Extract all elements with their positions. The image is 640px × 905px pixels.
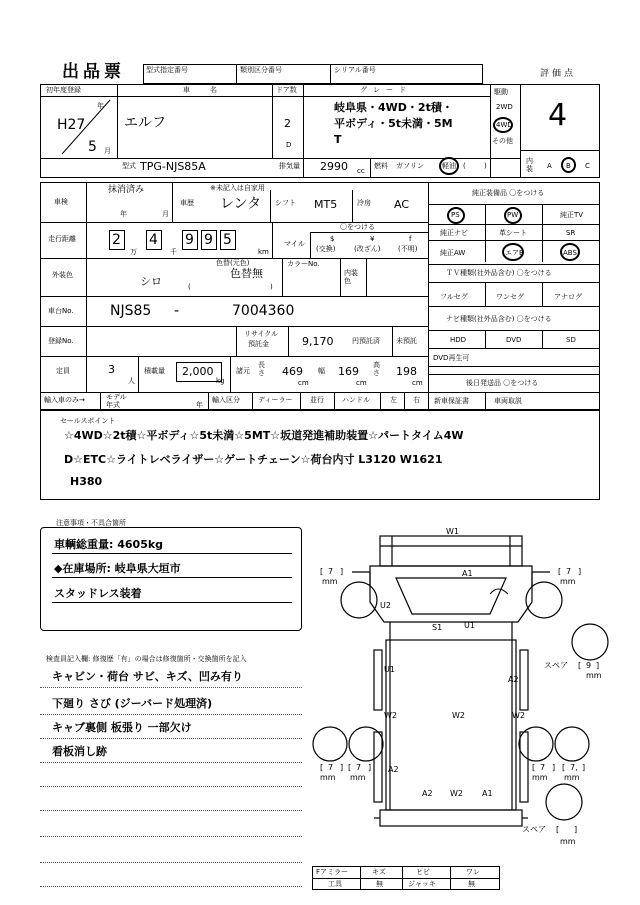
import-dealer: ディーラー (258, 396, 293, 404)
tire-rl1: 7 (328, 763, 334, 772)
svg-text:[: [ (556, 825, 560, 834)
diag-u2: U2 (380, 601, 391, 610)
length-unit: cm (298, 379, 309, 387)
length-label: 長さ (258, 361, 265, 377)
chassis-label: 車台No. (48, 307, 74, 315)
model-value: TPG-NJS85A (140, 160, 206, 173)
tire-rr1-mm: mm (532, 773, 548, 782)
inspection-label: 車検 (54, 198, 68, 206)
dims-label: 諸元 (236, 367, 250, 375)
model-label: 型式 (122, 162, 136, 170)
exterior-color-label: 外装色 (52, 271, 73, 279)
legend-f-amiraa: Fアミラー (316, 868, 349, 876)
notes-line-3: スタッドレス装着 (54, 587, 142, 600)
inspector-line-1: キャビン・荷台 サビ、キズ、凹み有り (52, 670, 243, 683)
diag-w2-center: W2 (452, 711, 465, 720)
opt-tv: 純正TV (560, 211, 584, 219)
color-no-label: カラーNo. (287, 260, 320, 268)
mileage-man: 万 (130, 248, 137, 256)
mileage-sen: 千 (170, 248, 177, 256)
fuel-diesel: 軽油 (442, 162, 456, 170)
tire-fr: 7 (566, 567, 572, 576)
tire-rr2-mm: mm (564, 773, 580, 782)
mile-opt1-mark: $ (330, 235, 335, 243)
inspector-label: 検査員記入欄: 修復歴「有」の場合は修復箇所・交換箇所を記入 (46, 655, 247, 663)
recycle-value: 9,170 (302, 335, 334, 348)
drive-other: その他 (492, 137, 513, 145)
diag-a2-left: A2 (388, 765, 399, 774)
width-value: 169 (338, 365, 359, 378)
diag-a2-bottom: A2 (422, 789, 433, 798)
load-value: 2,000 (182, 365, 214, 378)
spare-label-1: スペア (544, 661, 568, 670)
tire-rl2-mm: mm (350, 773, 366, 782)
drive-2wd: 2WD (496, 103, 513, 111)
inspector-line-2: 下廻り さび (ジーバード処理済) (52, 697, 213, 710)
diag-w1: W1 (446, 527, 459, 536)
first-reg-label: 初年度登録 (46, 86, 81, 94)
category-label: 類別区分番号 (240, 66, 282, 74)
exterior-color-value: シロ (140, 275, 162, 288)
grade-line-2: 平ボディ・5t未満・5M (334, 117, 453, 130)
recycle-label-1: リサイクル (244, 330, 279, 338)
sales-points-label: セールスポイント (60, 417, 116, 425)
height-unit: cm (412, 379, 423, 387)
diag-a1-top: A1 (462, 569, 473, 578)
tire-fl: 7 (328, 567, 334, 576)
sales-point-line-3: H380 (70, 475, 103, 488)
mileage-digit-1: 2 (112, 232, 121, 248)
legend-hibi: ヒビ (416, 868, 430, 876)
reg-label: 登録No. (48, 337, 74, 345)
svg-text:]: ] (596, 661, 600, 670)
spare-1: 9 (586, 661, 592, 670)
model-cert-label: 型式指定番号 (146, 66, 188, 74)
svg-text:[: [ (348, 763, 352, 772)
warranty-label: 新車保証書 (434, 397, 469, 405)
svg-text:]: ] (552, 763, 556, 772)
svg-text:]: ] (574, 825, 578, 834)
legend-tools: 工具 (328, 880, 342, 888)
dvd-label: DVD再生可 (433, 354, 470, 362)
svg-text:[: [ (562, 763, 566, 772)
car-name-label: 車名 (183, 86, 237, 94)
tire-rr2: 7, (570, 763, 578, 772)
svg-text:]: ] (582, 763, 586, 772)
load-unit: kg (216, 377, 225, 385)
history-label: 車歴 (180, 199, 194, 207)
diag-a2-right: A2 (508, 675, 519, 684)
displacement-value: 2990 (320, 160, 348, 173)
mile-opt3-mark: f (409, 235, 412, 243)
car-name-value: エルフ (124, 115, 166, 131)
svg-text:[: [ (578, 661, 582, 670)
repaint-label: 色替(元色) (216, 259, 250, 267)
spare-2-mm: mm (560, 837, 576, 846)
mile-label: マイル (284, 240, 305, 248)
diag-s1: S1 (432, 623, 443, 632)
import-type-label: 輸入区分 (212, 396, 240, 404)
doors-label: ドア数 (276, 86, 297, 94)
tv-analog: アナログ (554, 293, 582, 301)
mile-opt1: (交換) (316, 245, 336, 253)
width-unit: cm (356, 379, 367, 387)
tv-title: ＴＶ種類(社外品含む) 〇をつける (446, 269, 552, 277)
opt-navi: 純正ナビ (440, 229, 468, 237)
interior-a: A (547, 162, 552, 170)
year-suffix: 年 (97, 102, 104, 110)
handle-left: 左 (390, 396, 397, 404)
height-value: 198 (396, 365, 417, 378)
interior-b: B (566, 162, 571, 170)
fuel-paren-open: ( (463, 162, 466, 170)
width-label: 幅 (318, 367, 325, 375)
navi-hdd: HDD (450, 336, 467, 344)
legend-ware: ワレ (466, 868, 480, 876)
grade-line-3: T (334, 133, 342, 146)
opt-pw: PW (507, 211, 519, 219)
recycle-label-2: 預託金 (248, 340, 269, 348)
mile-opt2: (改ざん) (354, 245, 381, 253)
mileage-digit-4: 9 (204, 232, 213, 248)
import-parallel: 並行 (310, 396, 324, 404)
opt-leather: 革シート (499, 229, 527, 237)
shift-value: MT5 (314, 198, 338, 211)
length-value: 469 (282, 365, 303, 378)
handle-label: ハンドル (342, 396, 370, 404)
load-label: 積載量 (144, 367, 165, 375)
score-value: 4 (548, 98, 568, 133)
truck-damage-diagram (300, 522, 620, 862)
mileage-label: 走行距離 (48, 235, 76, 243)
tire-fr-mm: mm (560, 577, 576, 586)
repaint-value: 色替無 (230, 267, 263, 280)
notes-line-2: ◆在庫場所: 岐阜県大垣市 (54, 562, 181, 575)
notes-label: 注意事項・不具合箇所 (56, 519, 126, 527)
recycle-paid: 円預託済 (352, 337, 380, 345)
diag-w2-bottom: W2 (450, 789, 463, 798)
drive-label: 駆動 (494, 88, 508, 96)
seats-label: 定員 (56, 367, 70, 375)
opt-ps: PS (451, 211, 460, 219)
inspection-value: 抹消済み (108, 185, 145, 195)
legend-jack: ジャッキ (408, 880, 436, 888)
eval-label: 評価点 (540, 69, 577, 79)
seats-unit: 人 (128, 377, 135, 385)
repaint-paren-close: ) (270, 283, 273, 291)
inspector-line-4: 看板消し跡 (52, 745, 107, 758)
fuel-paren-close: ) (484, 162, 487, 170)
mileage-circle-note: 〇をつける (340, 223, 375, 231)
opt-abs: ABS (563, 249, 577, 257)
interior-color-label: 内装色 (344, 269, 358, 286)
serial-label: シリアル番号 (334, 66, 376, 74)
tire-rl2: 7 (356, 763, 362, 772)
model-year-suffix: 年 (196, 401, 203, 409)
cc-unit: cc (357, 167, 365, 175)
tv-one: ワンセグ (496, 293, 524, 301)
first-reg-month: 5 (88, 139, 97, 155)
mileage-km: km (258, 248, 269, 256)
month-suffix: 月 (104, 147, 111, 155)
import-label: 輸入車のみ→ (44, 396, 85, 404)
inspection-month: 月 (162, 210, 169, 218)
inspection-year: 年 (120, 210, 127, 218)
svg-text:[: [ (320, 567, 324, 576)
fuel-label: 燃料 (374, 162, 388, 170)
ac-value: AC (394, 198, 410, 211)
history-value: レンタ (220, 196, 262, 212)
ac-label: 冷房 (357, 199, 371, 207)
displacement-label: 排気量 (279, 162, 300, 170)
svg-text:[: [ (320, 763, 324, 772)
tv-full: フルセグ (440, 293, 468, 301)
handle-right: 右 (413, 396, 420, 404)
svg-text:]: ] (368, 763, 372, 772)
diag-u1-left: U1 (384, 665, 395, 674)
legend-jack-value: 無 (468, 880, 475, 888)
spare-label-2: スペア (522, 825, 546, 834)
chassis-model: NJS85 (110, 303, 152, 319)
sales-point-line-2: D☆ETC☆ライトレベライザー☆ゲートチェーン☆荷台内寸 L3120 W1621 (64, 453, 443, 466)
mileage-digit-5: 5 (223, 232, 232, 248)
fuel-gasoline: ガソリン (396, 162, 424, 170)
grade-line-1: 岐阜県・4WD・2t積・ (334, 101, 453, 114)
opt-sr: SR (566, 229, 576, 237)
recycle-unpaid: 未預託 (396, 337, 417, 345)
tire-rr1: 7 (540, 763, 546, 772)
doors-value: 2 (284, 117, 291, 130)
repaint-paren-open: ( (188, 283, 191, 291)
mileage-digit-2: 4 (149, 232, 158, 248)
mile-opt3: (不明) (398, 245, 418, 253)
interior-label: 内装 (526, 157, 533, 173)
svg-text:[: [ (532, 763, 536, 772)
tire-rl1-mm: mm (320, 773, 336, 782)
svg-text:]: ] (340, 567, 344, 576)
first-reg-year: H27 (57, 117, 86, 133)
inspector-line-3: キャブ裏側 板張り 一部欠け (52, 721, 192, 734)
sales-point-line-1: ☆4WD☆2t積☆平ボディ☆5t未満☆5MT☆坂道発進補助装置☆パートタイム4W (64, 429, 464, 442)
grade-label: グレード (360, 86, 412, 94)
form-title: 出品票 (62, 62, 125, 82)
aftermarket-title: 後日発送品 〇をつける (466, 379, 539, 387)
options-title: 純正装備品 〇をつける (472, 189, 545, 197)
legend-tools-value: 無 (376, 880, 383, 888)
svg-text:]: ] (340, 763, 344, 772)
seats-value: 3 (108, 363, 115, 376)
navi-title: ナビ種類(社外品含む) 〇をつける (446, 315, 552, 323)
spare-1-mm: mm (586, 671, 602, 680)
mileage-digit-3: 9 (185, 232, 194, 248)
legend-kizu: キズ (372, 868, 386, 876)
diag-u1-center: U1 (464, 621, 475, 630)
notes-line-1: 車輌総重量: 4605kg (54, 538, 164, 551)
svg-text:]: ] (578, 567, 582, 576)
navi-sd: SD (566, 336, 576, 344)
navi-dvd: DVD (506, 336, 522, 344)
tire-fl-mm: mm (322, 577, 338, 586)
diag-w2-left: W2 (384, 711, 397, 720)
diag-w2-right: W2 (512, 711, 525, 720)
mile-opt2-mark: ¥ (370, 235, 375, 243)
opt-aw: 純正AW (440, 249, 466, 257)
header-id-fields (143, 64, 483, 84)
chassis-dash: - (174, 303, 180, 319)
diag-a1-bottom: A1 (482, 789, 493, 798)
opt-airbag: エアB (505, 249, 524, 257)
shift-label: シフト (275, 199, 296, 207)
height-label: 高さ (373, 361, 380, 377)
drive-4wd: 4WD (496, 121, 513, 129)
model-year-label: モデル年式 (106, 393, 127, 409)
door-type: D (286, 141, 292, 149)
interior-c: C (585, 162, 590, 170)
chassis-serial: 7004360 (232, 303, 295, 319)
manual-label: 車両取説 (494, 397, 522, 405)
svg-text:[: [ (558, 567, 562, 576)
history-note: ※未記入は自家用 (210, 184, 265, 192)
